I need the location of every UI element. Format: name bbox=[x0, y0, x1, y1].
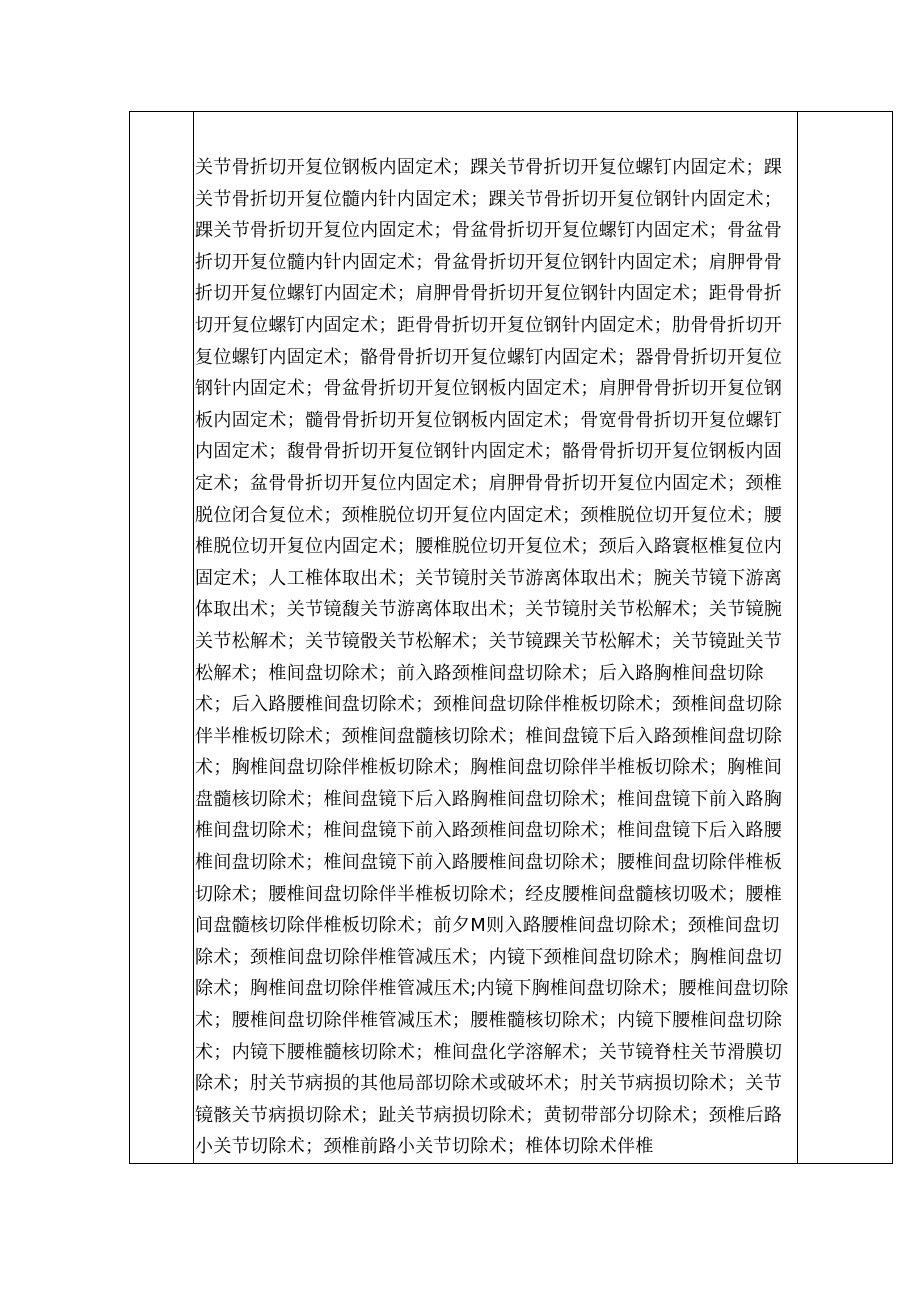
table-right-cell bbox=[798, 112, 892, 1163]
procedure-list-text: 关节骨折切开复位钢板内固定术；踝关节骨折切开复位螺钉内固定术；踝关节骨折切开复位髓内针内固定术；踝关节骨折切开复位钢针内固定术；踝关节骨折切开复位内固定术；骨盆骨折切开复位螺钉内固定术；骨盆骨折切开复位髓内针内固定术；骨盆骨折切开复位钢针内固定术；肩胛骨骨折切开复位螺钉内固定术；肩胛骨骨折切开复位钢针内固定术；距骨骨折切开复位螺钉内固定术；距骨骨折切开复位钢针内固定术；肋骨骨折切开复位螺钉内固定术；骼骨骨折切开复位螺钉内固定术；器骨骨折切开复位钢针内固定术；骨盆骨折切开复位钢板内固定术；肩胛骨骨折切开复位钢板内固定术；髓骨骨折切开复位钢板内固定术；骨宽骨骨折切开复位螺钉内固定术；馥骨骨折切开复位钢针内固定术；骼骨骨折切开复位钢板内固定术；盆骨骨折切开复位内固定术；肩胛骨骨折切开复位内固定术；颈椎脱位闭合复位术；颈椎脱位切开复位内固定术；颈椎脱位切开复位术；腰椎脱位切开复位内固定术；腰椎脱位切开复位术；颈后入路寰枢椎复位内固定术；人工椎体取出术；关节镜肘关节游离体取出术；腕关节镜下游离体取出术；关节镜馥关节游离体取出术；关节镜肘关节松解术；关节镜腕关节松解术；关节镜骰关节松解术；关节镜踝关节松解术；关节镜趾关节松解术；椎间盘切除术；前入路颈椎间盘切除术；后入路胸椎间盘切除术；后入路腰椎间盘切除术；颈椎间盘切除伴椎板切除术；颈椎间盘切除伴半椎板切除术；颈椎间盘髓核切除术；椎间盘镜下后入路颈椎间盘切除术；胸椎间盘切除伴椎板切除术；胸椎间盘切除伴半椎板切除术；胸椎间盘髓核切除术；椎间盘镜下后入路胸椎间盘切除术；椎间盘镜下前入路胸椎间盘切除术；椎间盘镜下前入路颈椎间盘切除术；椎间盘镜下后入路腰椎间盘切除术；椎间盘镜下前入路腰椎间盘切除术；腰椎间盘切除伴椎板切除术；腰椎间盘切除伴半椎板切除术；经皮腰椎间盘髓核切吸术；腰椎间盘髓核切除伴椎板切除术；前夕M则入路腰椎间盘切除术；颈椎间盘切除术；颈椎间盘切除伴椎管减压术；内镜下颈椎间盘切除术；胸椎间盘切除术；胸椎间盘切除伴椎管减压术;内镜下胸椎间盘切除术；腰椎间盘切除术；腰椎间盘切除伴椎管减压术；腰椎髓核切除术；内镜下腰椎间盘切除术；内镜下腰椎髓核切除术；椎间盘化学溶解术；关节镜脊柱关节滑膜切除术；肘关节病损的其他局部切除术或破坏术；肘关节病损切除术；关节镜骸关节病损切除术；趾关节病损切除术；黄韧带部分切除术；颈椎后路小关节切除术；颈椎前路小关节切除术；椎体切除术伴椎 bbox=[195, 157, 789, 1158]
table-main-cell bbox=[194, 112, 797, 1163]
procedure-table bbox=[129, 111, 893, 1164]
table-left-cell bbox=[130, 112, 193, 1163]
